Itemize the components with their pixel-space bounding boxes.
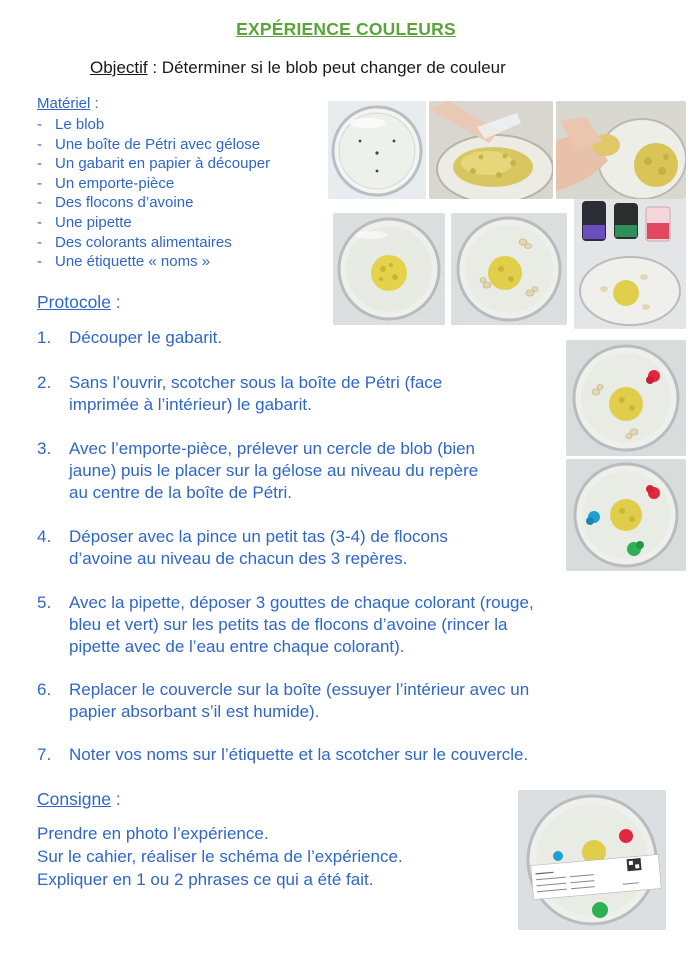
blob-cutting-photo xyxy=(429,101,553,199)
list-item: - Une boîte de Pétri avec gélose xyxy=(37,135,270,155)
step-number: 5. xyxy=(37,593,52,612)
consigne-heading-suffix: : xyxy=(110,789,121,809)
consigne-line: Prendre en photo l’expérience. xyxy=(37,824,269,843)
colorants-photo xyxy=(574,199,686,329)
three-colorants-photo xyxy=(566,459,686,571)
list-item: - Un gabarit en papier à découper xyxy=(37,154,270,174)
step-number: 1. xyxy=(37,328,52,347)
blob-oat-flakes-photo xyxy=(451,213,567,325)
list-item: - Des colorants alimentaires xyxy=(37,233,270,253)
consigne-text xyxy=(37,822,403,891)
list-item: - Des flocons d’avoine xyxy=(37,193,270,213)
objectif-label: Objectif xyxy=(90,58,148,77)
labeled-dish-photo xyxy=(518,790,666,930)
step-number: 2. xyxy=(37,373,52,392)
step-number: 7. xyxy=(37,745,52,764)
step-line: Sans l’ouvrir, scotcher sous la boîte de Pétri (face xyxy=(69,373,443,392)
step-line: Déposer avec la pince un petit tas (3-4) de flocons xyxy=(69,527,448,546)
blob-placing-photo xyxy=(556,101,686,199)
step-number: 3. xyxy=(37,439,52,458)
consigne-line: Sur le cahier, réaliser le schéma de l’expérience. xyxy=(37,847,403,866)
step-number: 4. xyxy=(37,527,52,546)
step-line: Avec l’emporte-pièce, prélever un cercle de blob (bien xyxy=(69,439,476,458)
list-item: - Un emporte-pièce xyxy=(37,174,270,194)
step-line: Avec la pipette, déposer 3 gouttes de chaque colorant (rouge, xyxy=(69,593,534,612)
step-line: au centre de la boîte de Pétri. xyxy=(69,483,293,502)
materiel-heading-suffix: : xyxy=(90,95,99,112)
list-item: - Une étiquette « noms » xyxy=(37,252,270,272)
consigne-heading-label: Consigne xyxy=(37,789,111,809)
blob-center-photo xyxy=(333,213,445,325)
step-number: 6. xyxy=(37,680,52,699)
petri-dish-empty-photo xyxy=(328,101,426,199)
materiel-heading-label: Matériel xyxy=(37,95,91,112)
materiel-list xyxy=(37,115,270,272)
step-line: imprimée à l’intérieur) le gabarit. xyxy=(69,395,312,414)
step-line: papier absorbant s’il est humide). xyxy=(69,702,320,721)
step-line: d’avoine au niveau de chacun des 3 repères. xyxy=(69,549,408,568)
step-line: Replacer le couvercle sur la boîte (essuyer l’intérieur avec un xyxy=(69,680,530,699)
red-colorant-photo xyxy=(566,340,686,456)
page-title: EXPÉRIENCE COULEURS xyxy=(236,19,456,39)
list-item: - Le blob xyxy=(37,115,270,135)
step-line: jaune) puis le placer sur la gélose au niveau du repère xyxy=(69,461,479,480)
step-line: Noter vos noms sur l’étiquette et la scotcher sur le couvercle. xyxy=(69,745,529,764)
step-line: pipette avec de l’eau entre chaque colorant). xyxy=(69,637,405,656)
objectif-line xyxy=(90,58,506,78)
objectif-text: : Déterminer si le blob peut changer de couleur xyxy=(147,58,506,77)
step-line: bleu et vert) sur les petits tas de flocons d’avoine (rincer la xyxy=(69,615,508,634)
list-item: - Une pipette xyxy=(37,213,270,233)
step-line: Découper le gabarit. xyxy=(69,328,223,347)
protocole-heading-suffix: : xyxy=(110,292,121,312)
protocole-heading-label: Protocole xyxy=(37,292,111,312)
consigne-heading xyxy=(37,789,121,810)
materiel-heading xyxy=(37,95,99,112)
consigne-line: Expliquer en 1 ou 2 phrases ce qui a été fait. xyxy=(37,870,374,889)
protocole-heading xyxy=(37,292,121,313)
